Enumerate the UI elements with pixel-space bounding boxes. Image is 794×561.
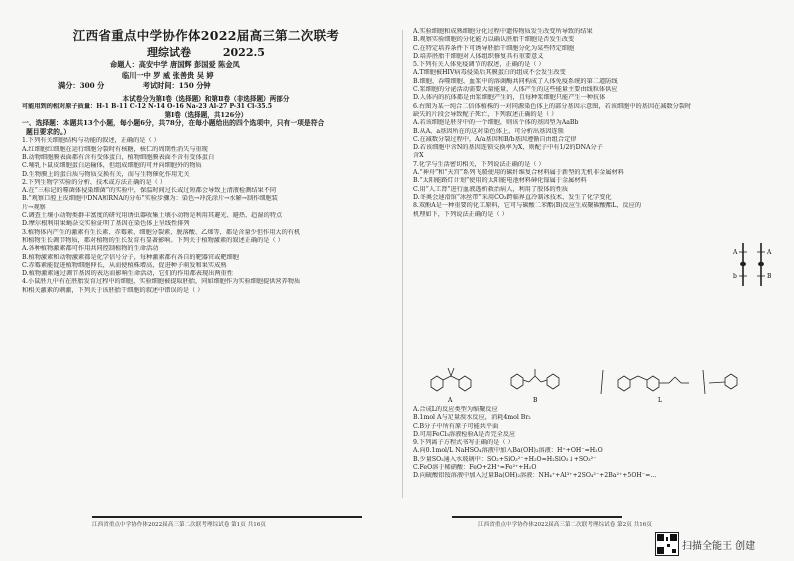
question-line: B.少量SO₂通入水玻璃中：SO₂+SiO₃²⁻+H₂O=H₂SiO₃↓+SO₃²⁻ (413, 455, 597, 463)
question-line: 5.下列有关人体免疫调节的叙述，正确的是（ ） (413, 61, 545, 69)
question-line: B.植物激素和动物激素都是化学信号分子，每种激素都有各自的靶器官或靶细胞 (22, 253, 239, 261)
question-line: 2.下列生物学实验的分析、技术或方法正确的是（ ） (22, 178, 166, 186)
fig-label-a: A (733, 249, 738, 256)
question-line: 和植物生长调节物质，都对植物的生长发育有显著影响。下列关于植物激素的叙述正确的是（ ） (22, 236, 284, 244)
molecule-l-label: L (658, 397, 662, 404)
footer-left: 江西省重点中学协作体2022届高三第二次联考理综试卷 第1页 共16页 (92, 522, 266, 528)
left-page (22, 28, 390, 500)
question-line: C.在特定培养条件下可诱导胚胎干细胞分化为某些特定细胞 (413, 44, 575, 52)
question-line: 7.化学与生活密切相关，下列说法正确的是（ ） (413, 160, 545, 168)
question-line: C.B分子中所有原子可能共平面 (413, 422, 499, 430)
question-line: B.观察实验细胞的分化能力以确认胚胎干细胞是否发生改变 (413, 36, 575, 44)
question-line: D.人体内的抗体都是由浆细胞产生的，且每种浆细胞只能产生一种抗体 (413, 94, 606, 102)
question-line: D.培养胚胎干细胞对人体组织修复具有重要意义 (413, 52, 544, 60)
scanner-watermark: 扫描全能王 创建 (682, 541, 756, 552)
molecule-structures (413, 358, 776, 404)
fig-label-a2: A (767, 249, 772, 256)
question-line: B.1mol A与足量溴水反应，消耗4mol Br₂ (413, 414, 531, 422)
section-one-heading-cont: 题目要求的。） (26, 128, 71, 137)
question-line: 1.下列有关细胞结构与功能的叙述，正确的是（ ） (22, 137, 160, 145)
molecule-b (511, 369, 559, 389)
footer-right: 江西省重点中学协作体2022届高三第二次联考理综试卷 第2页 共16页 (478, 522, 652, 528)
question-line: D.冬奥会速滑馆“冰丝带”采用CO₂跨临界直冷制冰技术，发生了化学变化 (413, 193, 612, 201)
question-line: B.“太阳能路灯计划”使用的太阳能电池材料砷化镓属于金属材料 (413, 177, 587, 185)
qr-code-icon (655, 532, 679, 556)
score-time-line (22, 81, 390, 92)
authors-line-2: 临川一中 罗 威 张善贵 吴 婷 (122, 70, 214, 80)
full-score: 满分：300 分 (58, 81, 105, 90)
authors-label: 命题人： (110, 60, 139, 69)
question-line: A.红细胞红细胞在运行细胞分裂时有核糖，核仁的周期性消失与重现 (22, 145, 208, 153)
part-one-heading: 第Ⅰ卷（选择题，共126分） (164, 111, 248, 120)
question-line: 含X (413, 152, 424, 160)
question-line: A.向0.1mol/L NaHSO₄溶液中加入Ba(OH)₂溶液：H⁺+OH⁻=H₂O (413, 447, 603, 455)
question-line: 机理如下，下列说法正确的是（ ） (413, 210, 508, 218)
question-line: 8.双酚A是一种重要的化工原料，它可与碳酸二苯酯(B)反应生成聚碳酸酯L，反应的 (413, 202, 642, 210)
question-line: D.可用FeCl₃溶液检验A是否完全反应 (413, 430, 516, 438)
question-line: A.各种植物激素都可作用共同控制植物的生命活动 (22, 245, 159, 253)
question-line: C.浆细胞的分泌活动需要大量能量，人体产生的这些能量主要由线粒体供应 (413, 86, 618, 94)
question-line: A.T细胞被HIV病毒侵染后其膜蛋白的组成不会发生改变 (413, 69, 566, 77)
right-questions (413, 28, 776, 219)
section-one-heading: 一、选择题：本题共13个小题，每小题6分，共78分，在每小题给出的四个选项中，只有一项是符合 (22, 119, 325, 128)
authors-line-1 (22, 60, 390, 71)
question-line: C.在减数分裂过程中，A/a基因和B/b基因遵循自由组合定律 (413, 135, 577, 143)
question-line: 9.下列离子方程式书写正确的是（ ） (413, 439, 514, 447)
paper-note: 本试卷分为第Ⅰ卷（选择题）和第Ⅱ卷（非选择题）两部分 (122, 94, 290, 103)
exam-date: 2022.5 (222, 46, 265, 59)
question-line: A.在“三标记的噬菌体侵染细菌”的实验中，保温时间过长或过短都会导致上清液检测结果不同 (22, 187, 277, 195)
fig-label-b: b (733, 273, 737, 280)
molecule-l (601, 370, 737, 394)
question-line: 6.右图为某一纯合二倍体植株的一对同源染色体上的部分基因示意图，若该细胞中的基因在减数分裂时 (413, 102, 692, 110)
question-line: A.“神舟”和“天宫”系列飞船使用的碳纤维复合材料属于新型的无机非金属材料 (413, 169, 624, 177)
exam-title: 江西省重点中学协作体2022届高三第二次联考 (72, 28, 340, 43)
question-line: C.用“人工肾”进行血液透析救治病人，利用了胶体的性质 (413, 185, 569, 193)
chromosome-figure (729, 240, 775, 290)
question-line: D.摩尔根利用果蝇杂交实验证明了基因在染色体上呈线性排列 (22, 220, 190, 228)
question-line: D.生物膜上的蛋白质与物质交换有关，而与生物催化作用无关 (22, 170, 190, 178)
question-line: B.动物细胞膜表面都有含有受体蛋白，植物细胞膜表面不含有受体蛋白 (22, 153, 215, 161)
question-line: D.植物激素通过调节基因的表达而影响生命活动，它们的作用都表现出两重性 (22, 270, 233, 278)
question-line: C.调查土壤小动物类群丰富度的研究用诱虫器收集土壤小动物是利用其避光、避热、趋湿的特点 (22, 212, 283, 220)
subtitle-text: 理综试卷 (147, 46, 192, 59)
question-line: 3.植物体内产生的激素有生长素、赤霉素、细胞分裂素、脱落酸、乙烯等，都是含量少但作用大的有机 (22, 228, 301, 236)
question-line: C.赤霉素能促进植物细胞伸长，从而使植株增高，促进种子萌发和果实成熟 (22, 261, 227, 269)
question-line: A.若该细胞是胚芽中的一个细胞，则该个体的基因型为AaBb (413, 119, 579, 127)
molecule-b-label: B (533, 397, 538, 404)
exam-subtitle (22, 46, 390, 60)
question-line: D.向硫酸铝铵溶液中加入过量Ba(OH)₂溶液：NH₄⁺+Al³⁺+2SO₄²⁻+2Ba²⁺+5OH⁻=... (413, 472, 657, 480)
right-page (413, 28, 776, 500)
question-line: 片→观察 (22, 203, 46, 211)
scan-edge-right (452, 516, 622, 518)
left-questions (22, 137, 390, 295)
molecule-a-label: A (448, 397, 453, 404)
question-line: 缺失的片段会导致配子死亡，下列叙述正确的是（ ） (413, 110, 558, 118)
authors-1: 高安中学 唐国辉 彭国爱 陈金凤 (138, 60, 240, 69)
fig-label-b2: B (767, 273, 772, 280)
question-line: 4.小鼠胚九中有在胚胎发育过程中的细胞，实验细胞被提取胚胎，同如细胞作为实验细胞提供营养物质 (22, 278, 301, 286)
scan-edge-left (92, 516, 362, 518)
question-line: D.若该细胞中含N的基因连锁交换率为X，则配子中有1/2的DNA分子 (413, 144, 603, 152)
question-line: B.从A、a基因所在的这对染色体上，可分析出基因连锁 (413, 127, 564, 135)
question-line: C.FeO溶于稀硝酸：FeO+2H⁺=Fe²⁺+H₂O (413, 464, 537, 472)
molecule-a (431, 368, 471, 391)
right-questions-lower (413, 406, 776, 481)
question-line: A.实验细胞和成熟细胞分化过程中遗传物质发生改变所导致的结果 (413, 28, 593, 35)
question-line: B.“观察口腔上皮细胞中DNA和RNA的分布”实验步骤为：染色→冲洗涂片→水解→制作细胞装 (22, 195, 278, 203)
page-divider (402, 30, 403, 498)
question-line: A.合成L的反应类型为缩聚反应 (413, 406, 498, 413)
question-line: 和相关激素的刺激，下列关于该胚胎干细胞的叙述中错误的是（ ） (22, 286, 204, 294)
atomic-masses: 可能用到的相对原子质量：H-1 B-11 C-12 N-14 O-16 Na-23 Al-27 P-31 Cl-35.5 (22, 102, 273, 110)
exam-time: 考试时间：150 分钟 (142, 81, 211, 90)
question-line: B.细胞、吞噬细胞、血浆中的溶菌酶共同构成了人体免疫系统的第二道防线 (413, 77, 618, 85)
question-line: C.哺乳卜鼠皮细胞蛋白运输体，但组成细胞的可并向细胞外的物质 (22, 162, 202, 170)
